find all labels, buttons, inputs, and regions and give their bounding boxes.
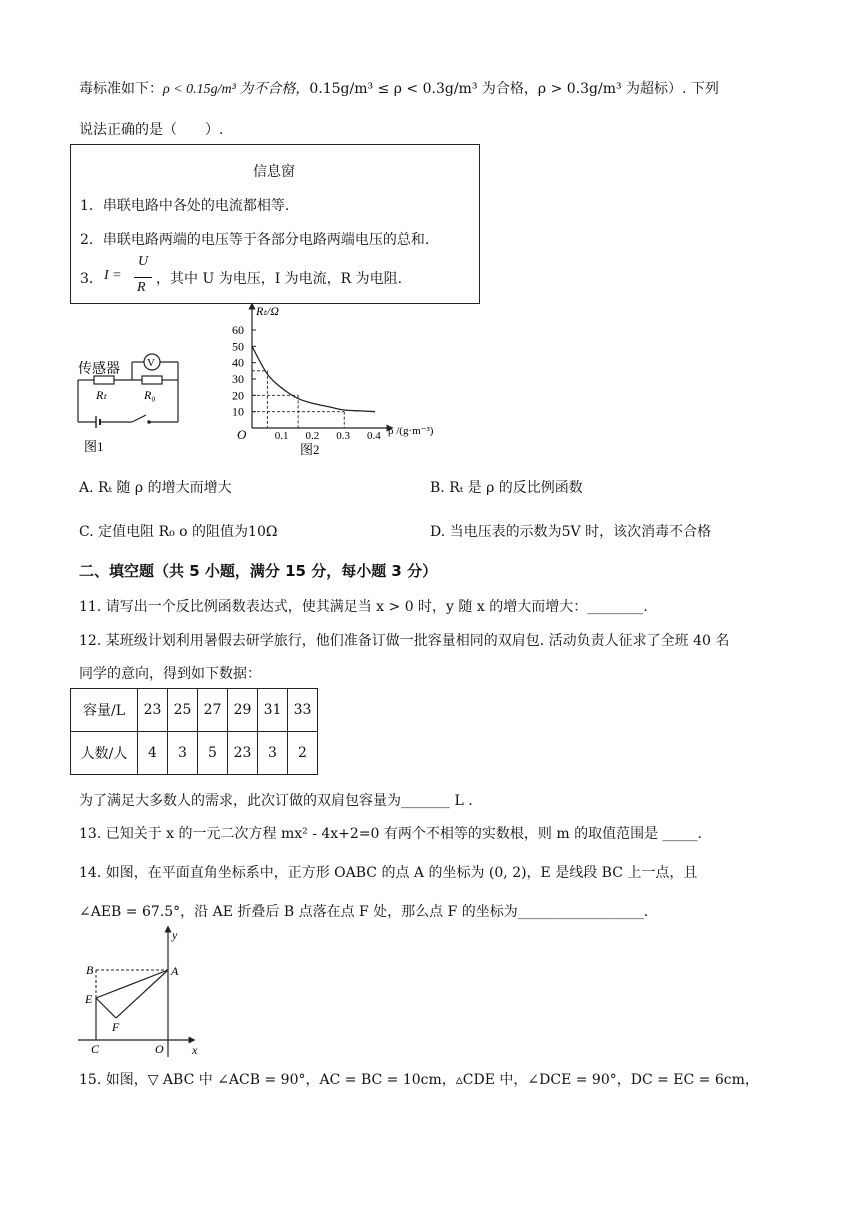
label-c: C xyxy=(91,1042,100,1056)
info-box-title: 信息窗 xyxy=(253,164,295,180)
option-d: D. 当电压表的示数为5V 时，该次消毒不合格 xyxy=(430,524,712,540)
formula-numerator: U xyxy=(138,254,149,269)
q10-line1-a: 毒标准如下： xyxy=(79,81,163,97)
y-tick-label: 50 xyxy=(232,339,244,354)
label-o: O xyxy=(155,1042,164,1056)
q10-line1-c: 0.15g/m³ ≤ ρ < 0.3g/m³ 为合格， xyxy=(309,81,538,97)
fraction-bar xyxy=(134,277,152,278)
x-tick-label: 0.2 xyxy=(305,430,320,442)
rt-label: Rₜ xyxy=(96,388,107,402)
info-item-2: 2．串联电路两端的电压等于各部分电路两端电压的总和. xyxy=(80,232,430,248)
table-cell: 23 xyxy=(138,689,168,732)
y-tick-label: 10 xyxy=(232,404,244,419)
question-14-line2: ∠AEB = 67.5°，沿 AE 折叠后 B 点落在点 F 处，那么点 F 的坐标为__________________. xyxy=(79,904,649,920)
label-x: x xyxy=(192,1043,198,1057)
table-row xyxy=(71,689,318,732)
table-cell: 33 xyxy=(288,689,318,732)
x-axis-label: ρ /(g·m⁻³) xyxy=(388,425,434,437)
y-tick-label: 30 xyxy=(232,372,244,386)
table-cell: 2 xyxy=(288,732,318,775)
x-tick-label: 0.3 xyxy=(336,430,350,442)
formula-denominator: R xyxy=(137,280,146,295)
info-item-1: 1．串联电路中各处的电流都相等. xyxy=(80,198,290,214)
question-13: 13. 已知关于 x 的一元二次方程 mx² - 4x+2=0 有两个不相等的实数根，则 m 的取值范围是 _____. xyxy=(79,826,702,842)
label-a: A xyxy=(171,964,179,978)
table-cell: 4 xyxy=(138,732,168,775)
table-cell: 3 xyxy=(168,732,198,775)
table-head-capacity: 容量/L xyxy=(71,689,138,732)
option-a: A. Rₜ 随 ρ 的增大而增大 xyxy=(79,480,232,496)
table-row xyxy=(71,732,318,775)
info-item-3-prefix: 3． xyxy=(80,271,103,287)
question-12-after: 为了满足大多数人的需求，此次订做的双肩包容量为_______ L . xyxy=(79,793,473,809)
figure2-caption: 图2 xyxy=(300,442,320,457)
table-cell: 29 xyxy=(228,689,258,732)
table-cell: 27 xyxy=(198,689,228,732)
info-box xyxy=(70,144,480,304)
question-15: 15. 如图，▽ ABC 中 ∠ACB = 90°，AC = BC = 10cm，▵CDE 中，∠DCE = 90°，DC = EC = 6cm， xyxy=(79,1072,759,1088)
capacity-table xyxy=(70,688,318,775)
figure3-geometry xyxy=(76,925,206,1060)
table-cell: 3 xyxy=(258,732,288,775)
q10-line1-d: ρ > 0.3g/m³ 为超标）. 下列 xyxy=(537,81,719,97)
switch-icon xyxy=(132,415,146,422)
table-head-people: 人数/人 xyxy=(71,732,138,775)
option-b: B. Rₜ 是 ρ 的反比例函数 xyxy=(430,480,583,496)
question-14-line1: 14. 如图，在平面直角坐标系中，正方形 OABC 的点 A 的坐标为 (0, 2)，E 是线段 BC 上一点，且 xyxy=(79,865,698,881)
resistor-rt xyxy=(94,376,114,384)
question-12-line1: 12. 某班级计划利用暑假去研学旅行，他们准备订做一批容量相同的双肩包. 活动负责人征求了全班 40 名 xyxy=(79,633,730,649)
question-12-line2: 同学的意向，得到如下数据： xyxy=(79,666,261,682)
figure1-caption: 图1 xyxy=(84,439,104,454)
y-axis-label: Rₜ/Ω xyxy=(256,304,279,318)
origin-label: O xyxy=(237,427,247,442)
q10-line1 xyxy=(79,78,719,98)
y-tick-label: 40 xyxy=(232,355,244,370)
table-cell: 5 xyxy=(198,732,228,775)
resistor-r0 xyxy=(142,376,162,384)
x-tick-label: 0.4 xyxy=(367,430,381,442)
series-line xyxy=(252,346,375,411)
section2-heading: 二、填空题（共 5 小题，满分 15 分，每小题 3 分） xyxy=(79,562,438,580)
y-tick-label: 60 xyxy=(232,323,244,337)
sensor-label: 传感器 xyxy=(78,362,120,377)
label-y: y xyxy=(172,928,178,942)
r0-label: R₀ xyxy=(144,388,156,402)
q10-line1-b: ρ < 0.15g/m³ 为不合格， xyxy=(163,82,310,97)
voltmeter-label: V xyxy=(147,357,155,369)
table-cell: 31 xyxy=(258,689,288,732)
label-e: E xyxy=(85,992,93,1006)
figure2-chart xyxy=(230,300,460,462)
table-cell: 23 xyxy=(228,732,258,775)
label-f: F xyxy=(112,1020,120,1034)
label-b: B xyxy=(86,963,94,977)
table-cell: 25 xyxy=(168,689,198,732)
x-tick-label: 0.1 xyxy=(274,430,289,442)
option-c: C. 定值电阻 R₀ o 的阻值为10Ω xyxy=(79,524,278,540)
figure1-circuit xyxy=(70,345,190,455)
y-tick-label: 20 xyxy=(232,388,244,403)
formula-lhs: I = xyxy=(104,268,122,283)
question-11: 11. 请写出一个反比例函数表达式，使其满足当 x > 0 时，y 随 x 的增大而增大：________. xyxy=(79,599,648,615)
info-item-3-text: ，其中 U 为电压，I 为电流，R 为电阻. xyxy=(156,271,403,287)
q10-line2: 说法正确的是（ ）. xyxy=(79,122,224,138)
